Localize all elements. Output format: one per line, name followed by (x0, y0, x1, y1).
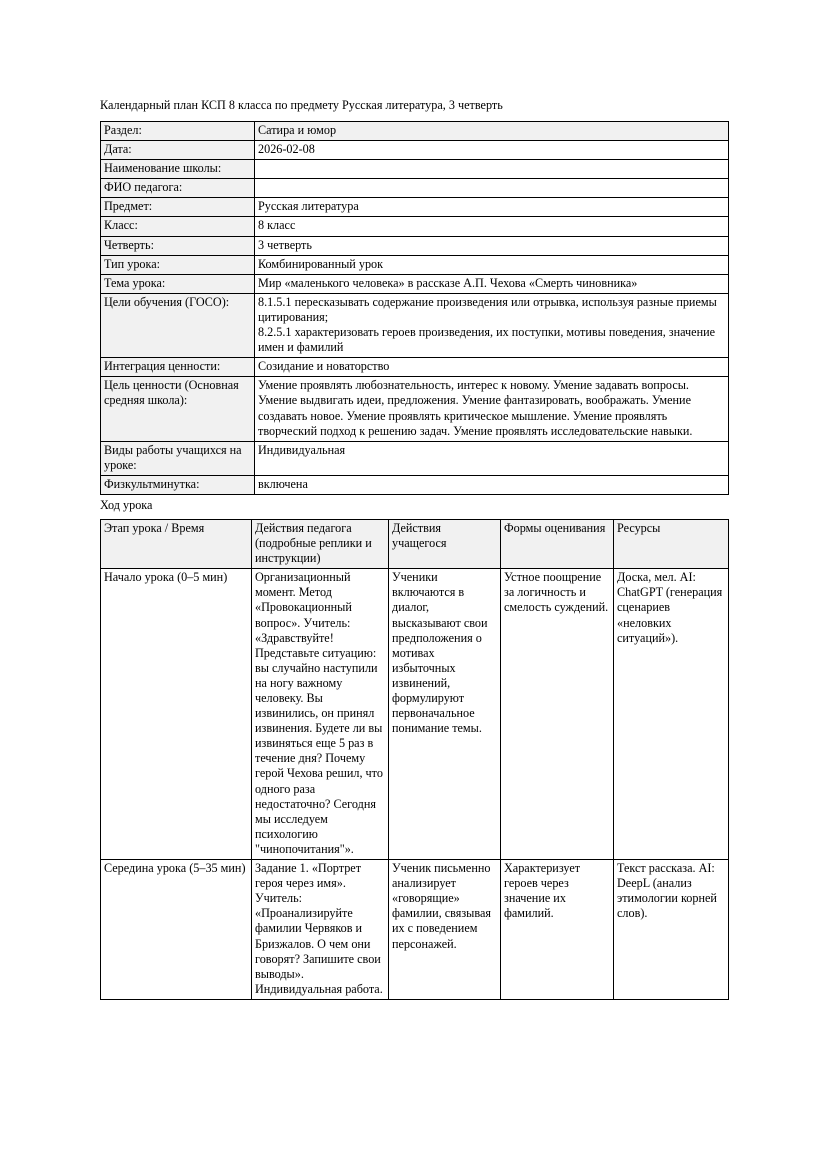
info-row-value: 2026-02-08 (255, 141, 729, 160)
table-row (101, 377, 729, 441)
flow-resources-cell: Текст рассказа. AI: DeepL (анализ этимологии корней слов). (614, 860, 729, 1000)
table-row (101, 141, 729, 160)
flow-student-cell: Ученики включаются в диалог, высказывают свои предположения о мотивах избыточных извинений, формулируют первоначальное понимание темы. (389, 569, 501, 860)
table-row (101, 236, 729, 255)
lesson-info-table (100, 121, 729, 495)
table-row (101, 122, 729, 141)
info-row-label: ФИО педагога: (101, 179, 255, 198)
flow-column-header: Ресурсы (614, 519, 729, 568)
table-header-row (101, 519, 729, 568)
info-row-label: Виды работы учащихся на уроке: (101, 441, 255, 475)
info-row-value: 8 класс (255, 217, 729, 236)
flow-column-header: Формы оценивания (501, 519, 614, 568)
table-row (101, 569, 729, 860)
table-row (101, 475, 729, 494)
info-row-label: Класс: (101, 217, 255, 236)
table-row (101, 274, 729, 293)
info-row-value: Мир «маленького человека» в рассказе А.П. Чехова «Смерть чиновника» (255, 274, 729, 293)
table-row (101, 160, 729, 179)
lesson-flow-table-body (101, 569, 729, 1000)
table-row (101, 217, 729, 236)
lesson-flow-table (100, 519, 729, 1000)
lesson-flow-caption: Ход урока (100, 497, 153, 512)
flow-teacher-cell: Организационный момент. Метод «Провокационный вопрос». Учитель: «Здравствуйте! Представьте ситуацию: вы случайно наступили на ногу важному человеку. Вы извинились, он принял извинения. Будете ли вы извиняться еще 5 раз в течение дня? Почему герой Чехова решил, что одного раза недостаточно? Сегодня мы исследуем психологию "чинопочитания"». (252, 569, 389, 860)
page-title: Календарный план КСП 8 класса по предмету Русская литература, 3 четверть (100, 98, 503, 112)
flow-column-header: Действия учащегося (389, 519, 501, 568)
info-row-value: Созидание и новаторство (255, 358, 729, 377)
info-row-label: Интеграция ценности: (101, 358, 255, 377)
table-row (101, 293, 729, 357)
table-row (101, 255, 729, 274)
info-row-label: Раздел: (101, 122, 255, 141)
info-row-value: Умение проявлять любознательность, интерес к новому. Умение задавать вопросы. Умение выдвигать идеи, предложения. Умение фантазировать, воображать. Умение создавать новое. Умение проявлять критическое мышление. Умение проявлять творческий подход к решению задач. Умение проявлять исследовательские навыки. (255, 377, 729, 441)
info-row-label: Цели обучения (ГОСО): (101, 293, 255, 357)
lesson-flow-table-head (101, 519, 729, 568)
info-row-value: включена (255, 475, 729, 494)
info-row-value: 3 четверть (255, 236, 729, 255)
flow-assessment-cell: Устное поощрение за логичность и смелость суждений. (501, 569, 614, 860)
flow-resources-cell: Доска, мел. AI: ChatGPT (генерация сценариев «неловких ситуаций»). (614, 569, 729, 860)
info-row-value: Сатира и юмор (255, 122, 729, 141)
info-row-label: Тема урока: (101, 274, 255, 293)
table-row (101, 179, 729, 198)
info-row-label: Наименование школы: (101, 160, 255, 179)
info-row-label: Предмет: (101, 198, 255, 217)
info-row-label: Цель ценности (Основная средняя школа): (101, 377, 255, 441)
flow-column-header: Действия педагога (подробные реплики и инструкции) (252, 519, 389, 568)
lesson-info-table-body (101, 122, 729, 495)
info-row-value: Комбинированный урок (255, 255, 729, 274)
info-row-value: Индивидуальная (255, 441, 729, 475)
info-row-label: Дата: (101, 141, 255, 160)
flow-teacher-cell: Задание 1. «Портрет героя через имя». Учитель: «Проанализируйте фамилии Червяков и Бризжалов. О чем они говорят? Запишите свои выводы». Индивидуальная работа. (252, 860, 389, 1000)
info-row-value (255, 179, 729, 198)
table-row (101, 358, 729, 377)
info-row-value: Русская литература (255, 198, 729, 217)
flow-student-cell: Ученик письменно анализирует «говорящие» фамилии, связывая их с поведением персонажей. (389, 860, 501, 1000)
table-row (101, 441, 729, 475)
table-row (101, 860, 729, 1000)
flow-column-header: Этап урока / Время (101, 519, 252, 568)
info-row-label: Четверть: (101, 236, 255, 255)
info-row-label: Тип урока: (101, 255, 255, 274)
table-row (101, 198, 729, 217)
info-row-value: 8.1.5.1 пересказывать содержание произведения или отрывка, используя разные приемы цитирования; 8.2.5.1 характеризовать героев произведения, их поступки, мотивы поведения, значение имен и фамилий (255, 293, 729, 357)
flow-assessment-cell: Характеризует героев через значение их фамилий. (501, 860, 614, 1000)
document-page (100, 98, 728, 1000)
flow-stage-cell: Начало урока (0–5 мин) (101, 569, 252, 860)
flow-stage-cell: Середина урока (5–35 мин) (101, 860, 252, 1000)
info-row-value (255, 160, 729, 179)
info-row-label: Физкультминутка: (101, 475, 255, 494)
